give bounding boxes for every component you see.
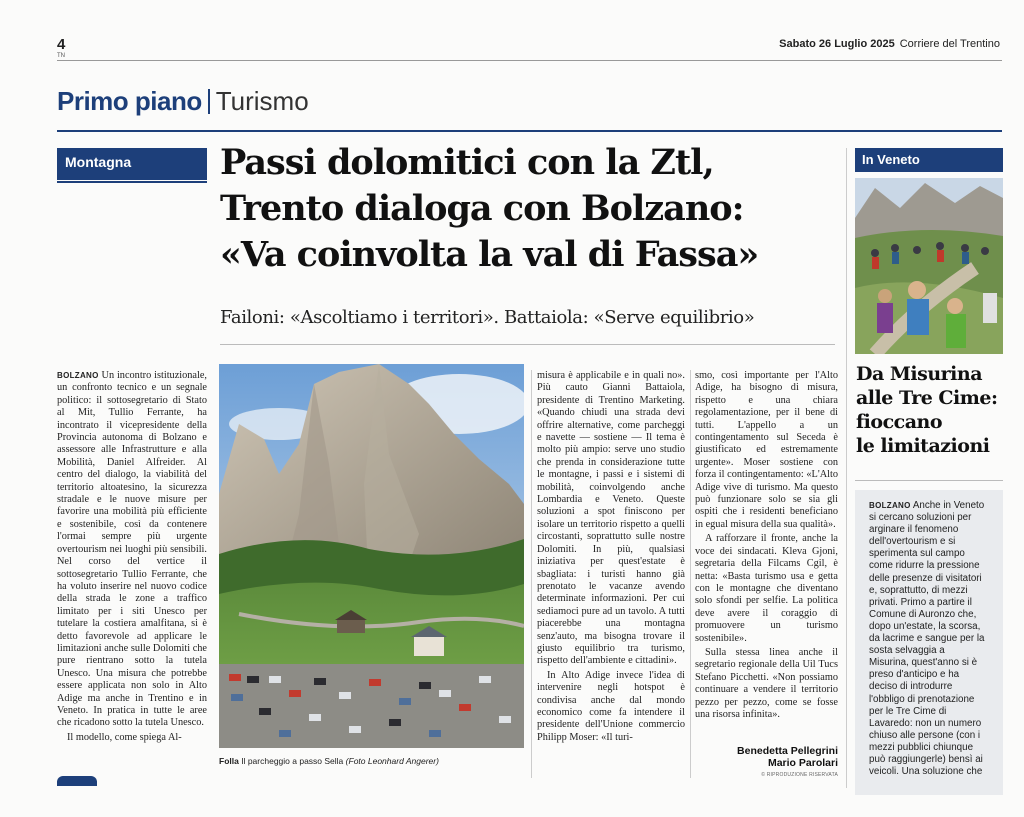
- article-photo-passo-sella: [219, 364, 524, 748]
- author-name: Mario Parolari: [767, 757, 838, 769]
- headline-line-3: «Va coinvolta la val di Fassa»: [220, 234, 759, 275]
- article-column-3: [695, 370, 838, 760]
- byline: [700, 745, 838, 769]
- corriere-logo-icon: [57, 776, 97, 786]
- top-rule: [57, 60, 1002, 61]
- lead-paragraph: Un incontro istituzionale, un confronto tecnico e un segnale politico: il sottosegretario di Stato al Mit, Tullio Ferrante, ha incontrato il vicepresidente della Provincia autonoma di Bolzano e assessore alle Infrastrutture e alla Mobilità, Daniel Alfreider. Al centro del dialogo, la viabilità del territorio altoatesino, la sicurezza stradale e le nuove misure per favorire una mobilità più efficiente e sostenibile, così da contenere l'ormai sempre più urgente overtourism nei luoghi più sensibili. Nel corso del vertice il sottosegretario Tullio Ferrante, che ha voluto inserire nel nuovo codice della strada le zone a traffico limitato per i siti Unesco per tutelare la costiera amalfitana, si è detto favorevole ad applicare le limitazioni anche sulle Dolomiti che pure rientrano sotto la tutela Unesco. Una misura che potrebbe essere applicata non solo in Alto Adige ma anche in Trentino e in Veneto. In pratica in tutte le aree che ricadono sotto la tutela Unesco.: [57, 370, 207, 729]
- paragraph: A rafforzare il fronte, anche la voce dei sindacati. Kleva Gjoni, segretaria della Filcams Cgil, è netta: «Basta turismo usa e getta con le montagne che diventano solo sfondi per selfie. La politica deve avere il coraggio di promuovere un turismo sostenibile».: [695, 533, 838, 644]
- article-subheadline: Failoni: «Ascoltiamo i territori». Battaiola: «Serve equilibrio»: [220, 307, 755, 328]
- paragraph: Il modello, come spiega Al-: [67, 731, 182, 743]
- section-primary: Primo piano: [57, 86, 202, 116]
- date-line: [779, 38, 1000, 50]
- sidebar-paragraph: Anche in Veneto si cercano soluzioni per arginare il fenomeno dell'overtourism e si sperimenta sul campo come ridurre la pressione delle presenze di visitatori e, soprattutto, di mezzi privati. Primo a partire il Comune di Auronzo che, dopo un'estate, la scorsa, da lacrime e sangue per la sosta selvaggia a Misurina, quest'anno si è preso d'anticipo e ha deciso di introdurre l'obbligo di prenotazione per le Tre Cime di Lavaredo: non un numero chiuso alle persone (con i mezzi pubblici chiunque può raggiungerle) bensì ai veicoli. Una soluzione che: [869, 500, 985, 778]
- article-column-2: [537, 370, 685, 780]
- section-secondary: Turismo: [215, 86, 309, 116]
- paragraph: Sulla stessa linea anche il segretario regionale della Uil Tucs Stefano Picchetti. «Non possiamo continuare a vendere il territorio pezzo per pezzo, come se fosse una risorsa infinita».: [695, 646, 838, 720]
- sidebar-dateline: BOLZANO: [869, 501, 911, 510]
- sidebar-headline-line: Da Misurina: [856, 363, 983, 385]
- article-headline: [220, 140, 840, 278]
- sidebar-rule: [846, 148, 847, 788]
- rights-notice: © RIPRODUZIONE RISERVATA: [761, 772, 838, 778]
- publication-name: Corriere del Trentino: [899, 38, 1000, 50]
- paragraph: misura è applicabile e in quali no». Più cauto Gianni Battaiola, presidente di Trentino Marketing. «Quando chiudi una strada devi offrire alternative, come parcheggi e navette — sostiene — Il tema è molto più ampio: serve uno studio che prenda in considerazione tutte le montagne, i passi e i sistemi di mobilità, coinvolgendo anche Lombardia e Veneto. Queste soluzioni a spot finiscono per isolare un territorio rispetto a quelli circostanti, soprattutto sulle nostre Dolomiti. In più, qualsiasi iniziativa per quest'estate è sbagliata: i turisti hanno già prenotato le vacanze avendo determinate informazioni. Per cui sediamoci pure ad un tavolo. A tutti piacerebbe una montagna senz'auto, ma bisogna trovare il giusto equilibrio tra turismo, rispetto dell'ambiente e cittadini».: [537, 370, 685, 667]
- kicker-rule: [57, 181, 207, 183]
- sidebar-headline-line: alle Tre Cime:: [856, 387, 998, 409]
- headline-line-2: Trento dialoga con Bolzano:: [220, 188, 744, 229]
- sidebar-headline-rule: [855, 480, 1003, 481]
- caption-label: Folla: [219, 756, 239, 766]
- sidebar-column: [869, 500, 987, 795]
- photo-caption: [219, 756, 524, 766]
- hikers-illustration: [855, 178, 1003, 354]
- article-column-1: [57, 370, 207, 768]
- page-number: 4: [57, 36, 66, 53]
- article-kicker: Montagna: [57, 148, 207, 180]
- column-rule: [531, 370, 532, 778]
- caption-text: Il parcheggio a passo Sella: [241, 756, 344, 766]
- sidebar-headline-line: fioccano: [856, 411, 942, 433]
- mountain-parking-illustration: [219, 364, 524, 748]
- sidebar-text-box: [855, 490, 1003, 795]
- section-header: [57, 86, 309, 117]
- subhead-rule: [220, 344, 835, 345]
- caption-credit: (Foto Leonhard Angerer): [345, 756, 439, 766]
- sidebar-headline-line: le limitazioni: [856, 435, 990, 457]
- section-divider: [208, 89, 210, 114]
- sidebar-headline: [856, 362, 1006, 458]
- dateline: BOLZANO: [57, 371, 99, 380]
- column-rule: [690, 370, 691, 778]
- sidebar-kicker: In Veneto: [855, 148, 1003, 172]
- sidebar-photo-hikers: [855, 178, 1003, 354]
- issue-date: Sabato 26 Luglio 2025: [779, 38, 895, 50]
- paragraph: smo, così importante per l'Alto Adige, ha bisogno di misura, rispetto e una chiara regolamentazione, per il bene di tutti. L'appello a un contingentamento sul Seceda è giustificato ed estremamente urgente». Moser sostiene con forza il contingentamento: «L'Alto Adige vive di turismo. Ma questo può funzionare solo se sia gli ospiti che i residenti beneficiano in egual misura della sua qualità».: [695, 370, 838, 530]
- paragraph: In Alto Adige invece l'idea di intervenire negli hotspot è condivisa anche dal mondo economico come fa intendere il presidente dell'Unione commercio Philipp Moser: «Il turi-: [537, 669, 685, 743]
- headline-line-1: Passi dolomitici con la Ztl,: [220, 142, 714, 183]
- author-name: Benedetta Pellegrini: [737, 745, 838, 757]
- section-rule: [57, 130, 1002, 132]
- page-edition-code: TN: [57, 53, 65, 59]
